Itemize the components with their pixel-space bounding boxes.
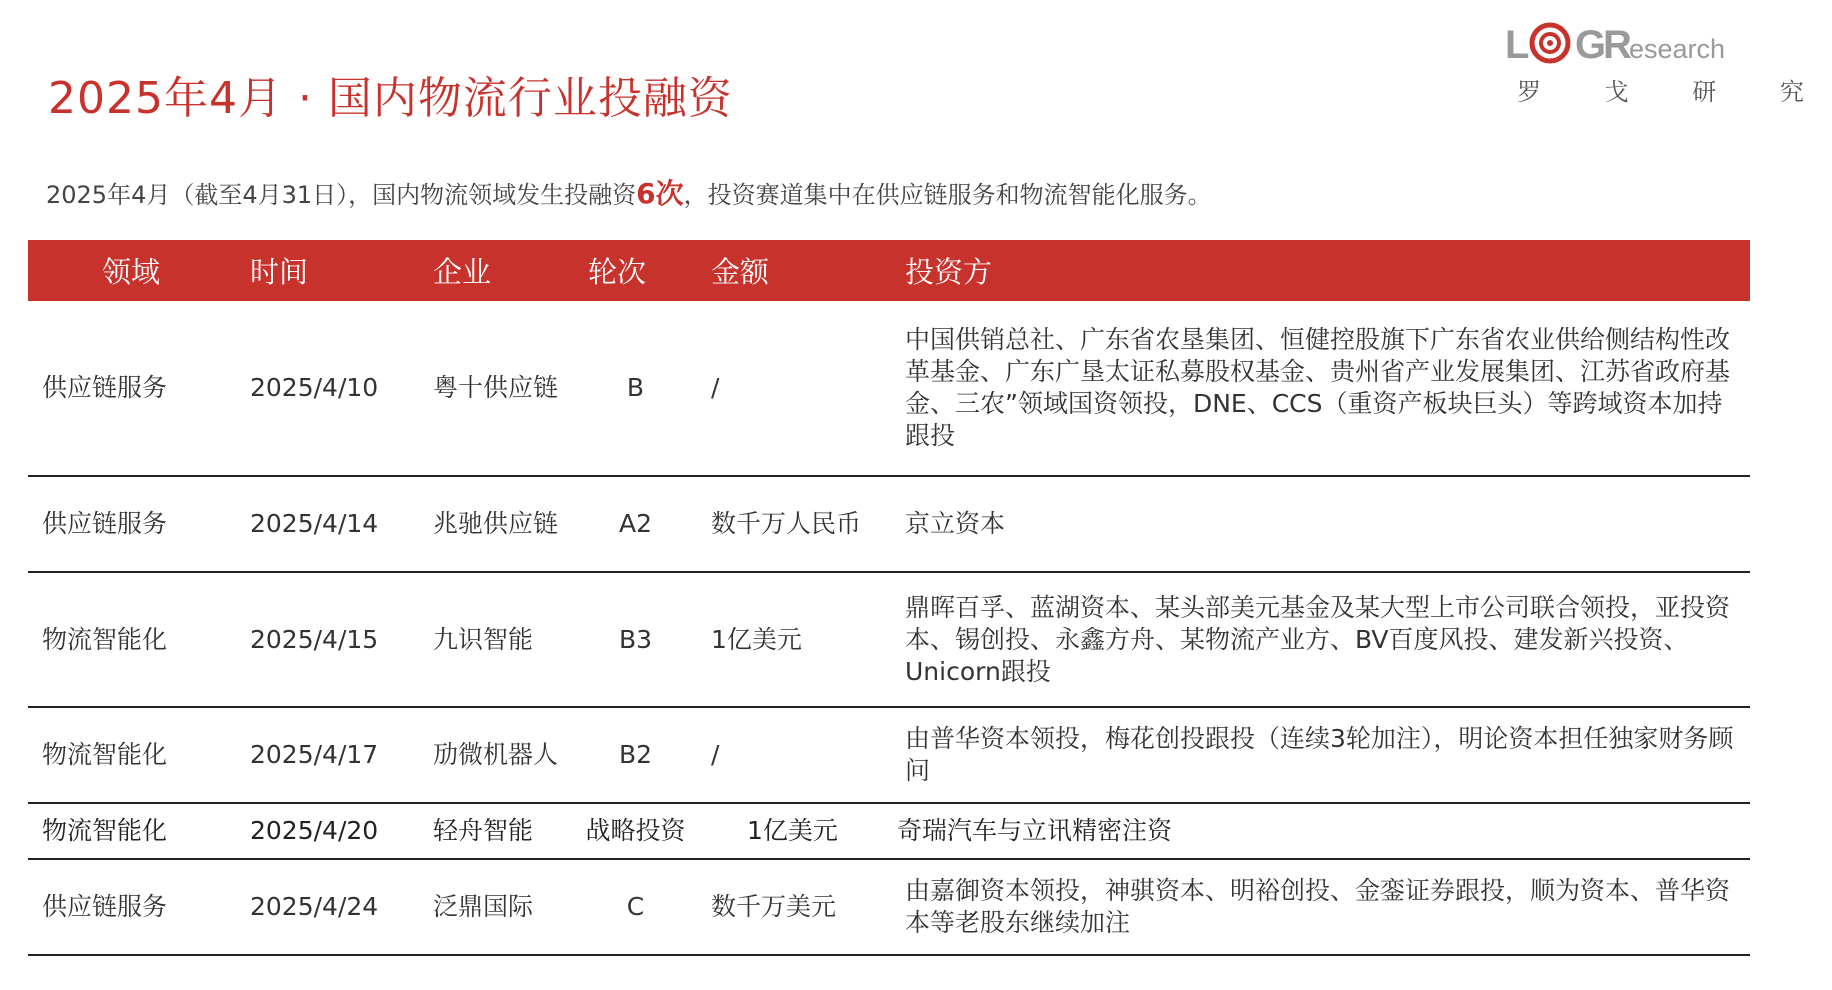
page-title: 2025年4月 · 国内物流行业投融资 bbox=[48, 73, 733, 124]
svg-text:R: R bbox=[1603, 23, 1632, 67]
header-company: 企业 bbox=[433, 255, 492, 289]
cell-company: 九识智能 bbox=[419, 572, 574, 707]
cell-amount: / bbox=[697, 707, 891, 803]
cell-company: 兆驰供应链 bbox=[419, 476, 574, 572]
cell-round: A2 bbox=[574, 476, 697, 572]
cell-field: 物流智能化 bbox=[28, 707, 236, 803]
cell-company: 劢微机器人 bbox=[419, 707, 574, 803]
summary-highlight: 6次 bbox=[636, 177, 684, 210]
summary-text bbox=[46, 172, 1212, 212]
table-row bbox=[28, 572, 1750, 707]
cell-amount: / bbox=[697, 301, 891, 476]
cell-investors: 由普华资本领投，梅花创投跟投（连续3轮加注），明论资本担任独家财务顾问 bbox=[891, 707, 1750, 803]
header-field: 领域 bbox=[102, 255, 161, 289]
logo-wordmark bbox=[1505, 20, 1735, 66]
target-ring-icon bbox=[1532, 25, 1568, 61]
summary-after: ，投资赛道集中在供应链服务和物流智能化服务。 bbox=[683, 181, 1212, 209]
cell-round: B2 bbox=[574, 707, 697, 803]
header-amount: 金额 bbox=[711, 255, 770, 289]
cell-field: 物流智能化 bbox=[28, 803, 236, 859]
cell-investors: 鼎晖百孚、蓝湖资本、某头部美元基金及某大型上市公司联合领投，亚投资本、锡创投、永鑫方舟、某物流产业方、BV百度风投、建发新兴投资、Unicorn跟投 bbox=[891, 572, 1750, 707]
table-row bbox=[28, 707, 1750, 803]
cell-date: 2025/4/17 bbox=[236, 707, 419, 803]
cell-round: B bbox=[574, 301, 697, 476]
cell-date: 2025/4/10 bbox=[236, 301, 419, 476]
table-row bbox=[28, 859, 1750, 955]
cell-date: 2025/4/20 bbox=[236, 803, 419, 859]
cell-round: C bbox=[574, 859, 697, 955]
cell-company: 泛鼎国际 bbox=[419, 859, 574, 955]
table-header-row bbox=[28, 240, 1750, 301]
cell-investors: 京立资本 bbox=[891, 476, 1750, 572]
svg-text:esearch: esearch bbox=[1629, 34, 1726, 64]
cell-amount: 数千万人民币 bbox=[697, 476, 891, 572]
header-date: 时间 bbox=[250, 255, 309, 289]
cell-field: 供应链服务 bbox=[28, 476, 236, 572]
cell-company: 轻舟智能 bbox=[419, 803, 574, 859]
cell-investors: 奇瑞汽车与立讯精密注资 bbox=[891, 803, 1750, 859]
cell-date: 2025/4/15 bbox=[236, 572, 419, 707]
cell-field: 物流智能化 bbox=[28, 572, 236, 707]
cell-field: 供应链服务 bbox=[28, 301, 236, 476]
cell-date: 2025/4/14 bbox=[236, 476, 419, 572]
investment-table bbox=[28, 240, 1750, 956]
cell-investors: 中国供销总社、广东省农垦集团、恒健控股旗下广东省农业供给侧结构性改革基金、广东广垦太证私募股权基金、贵州省产业发展集团、江苏省政府基金、三农”领域国资领投，DNE、CCS（重资产板块巨头）等跨域资本加持跟投 bbox=[891, 301, 1750, 476]
svg-text:G: G bbox=[1575, 23, 1607, 67]
header-round: 轮次 bbox=[588, 255, 647, 289]
table-row bbox=[28, 476, 1750, 572]
cell-round: B3 bbox=[574, 572, 697, 707]
brand-logo bbox=[1505, 20, 1832, 110]
summary-before: 2025年4月（截至4月31日），国内物流领域发生投融资 bbox=[46, 181, 637, 209]
svg-text:L: L bbox=[1505, 23, 1530, 67]
brand-name-cn: 罗 戈 研 究 bbox=[1517, 78, 1832, 106]
cell-amount: 1亿美元 bbox=[697, 803, 891, 859]
table-row bbox=[28, 301, 1750, 476]
cell-investors: 由嘉御资本领投，神骐资本、明裕创投、金銮证券跟投，顺为资本、普华资本等老股东继续加注 bbox=[891, 859, 1750, 955]
table-row bbox=[28, 803, 1750, 859]
cell-round: 战略投资 bbox=[574, 803, 697, 859]
cell-date: 2025/4/24 bbox=[236, 859, 419, 955]
cell-amount: 数千万美元 bbox=[697, 859, 891, 955]
cell-amount: 1亿美元 bbox=[697, 572, 891, 707]
header-investors: 投资方 bbox=[905, 255, 993, 289]
cell-field: 供应链服务 bbox=[28, 859, 236, 955]
cell-company: 粤十供应链 bbox=[419, 301, 574, 476]
